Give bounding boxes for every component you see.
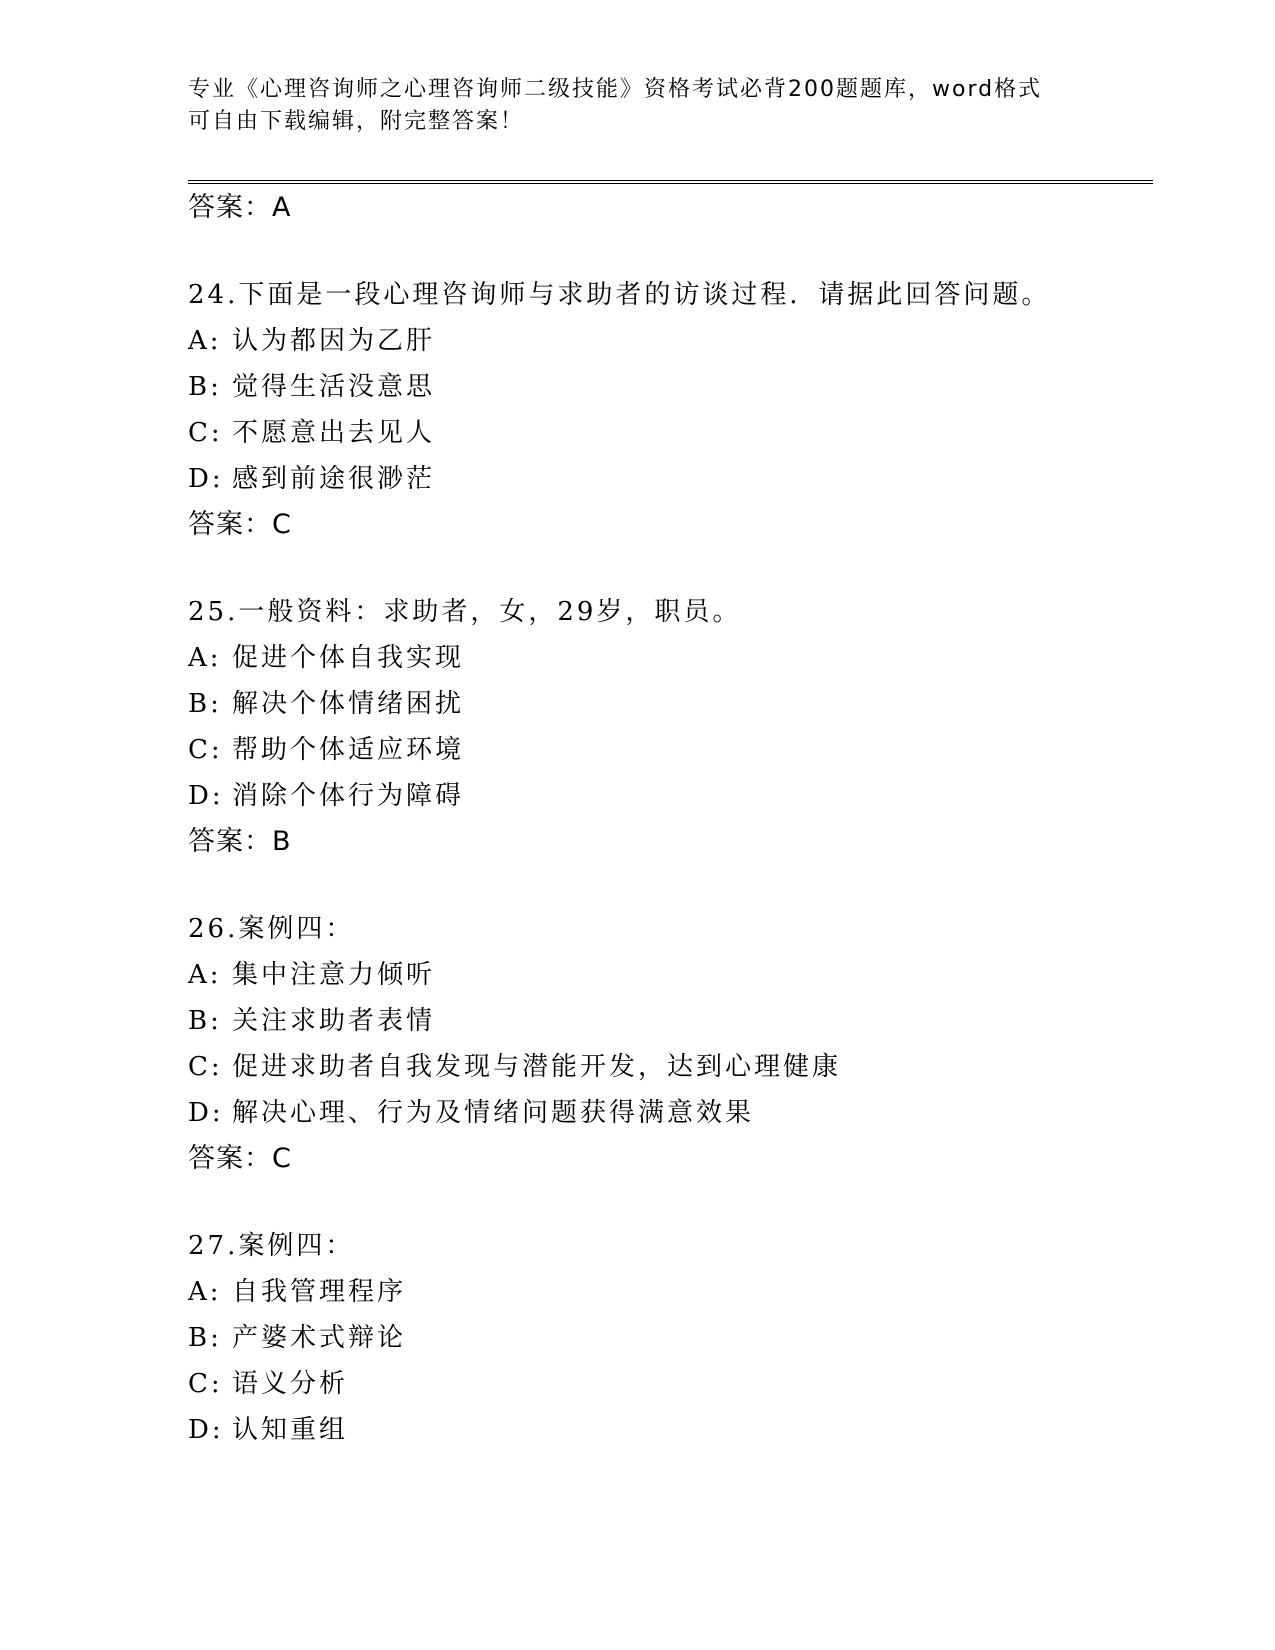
question-text: 26.案例四：: [188, 914, 355, 944]
option-letter: A:: [188, 643, 222, 673]
option-text: 产婆术式辩论: [232, 1323, 407, 1353]
header-title-line-2: 可自由下载编辑，附完整答案！: [188, 109, 525, 134]
option-text: 认为都因为乙肝: [232, 326, 436, 356]
question-27: [188, 1223, 406, 1453]
option-text: 认知重组: [232, 1415, 349, 1445]
question-25: [188, 589, 741, 865]
question-24: [188, 272, 1050, 548]
option-letter: A:: [188, 960, 222, 990]
option-letter: D:: [188, 1098, 224, 1128]
option-letter: D:: [188, 464, 224, 494]
answer-line: [188, 502, 1050, 548]
option-c: [188, 1361, 406, 1407]
option-text: 促进个体自我实现: [232, 643, 465, 673]
option-b: [188, 364, 1050, 410]
option-c: [188, 1044, 841, 1090]
option-letter: D:: [188, 781, 224, 811]
option-text: 解决心理、行为及情绪问题获得满意效果: [232, 1098, 755, 1128]
question-text: 25.一般资料：求助者，女，29岁，职员。: [188, 597, 742, 627]
option-text: 觉得生活没意思: [232, 372, 436, 402]
answer-line: [188, 819, 741, 865]
question-text: 24.下面是一段心理咨询师与求助者的访谈过程．请据此回答问题。: [188, 280, 1051, 310]
answer-value: B: [272, 826, 292, 857]
option-text: 关注求助者表情: [232, 1006, 436, 1036]
answer-label: 答案：: [188, 826, 272, 857]
option-d: [188, 1090, 841, 1136]
option-d: [188, 1407, 406, 1453]
option-letter: D:: [188, 1415, 224, 1445]
option-letter: B:: [188, 372, 222, 402]
option-letter: B:: [188, 689, 222, 719]
answer-line-23: [188, 185, 291, 231]
option-text: 集中注意力倾听: [232, 960, 436, 990]
option-text: 促进求助者自我发现与潜能开发，达到心理健康: [232, 1052, 842, 1082]
document-header: [188, 74, 1088, 138]
option-text: 语义分析: [232, 1369, 349, 1399]
answer-value: C: [272, 1143, 292, 1174]
option-letter: C:: [188, 735, 223, 765]
question-text: 27.案例四：: [188, 1231, 355, 1261]
answer-label: 答案：: [188, 509, 272, 540]
option-letter: A:: [188, 326, 222, 356]
option-a: [188, 318, 1050, 364]
option-letter: C:: [188, 1052, 223, 1082]
option-text: 消除个体行为障碍: [232, 781, 465, 811]
option-c: [188, 727, 741, 773]
option-text: 自我管理程序: [232, 1277, 407, 1307]
option-text: 不愿意出去见人: [232, 418, 436, 448]
option-letter: C:: [188, 418, 223, 448]
option-letter: C:: [188, 1369, 223, 1399]
option-text: 帮助个体适应环境: [232, 735, 465, 765]
answer-label: 答案：: [188, 1143, 272, 1174]
option-b: [188, 1315, 406, 1361]
option-letter: A:: [188, 1277, 222, 1307]
option-a: [188, 635, 741, 681]
option-text: 感到前途很渺茫: [232, 464, 436, 494]
option-c: [188, 410, 1050, 456]
answer-value: C: [272, 509, 292, 540]
option-d: [188, 773, 741, 819]
header-title-line-1: 专业《心理咨询师之心理咨询师二级技能》资格考试必背200题题库，word格式: [188, 77, 1043, 102]
answer-label: 答案：: [188, 192, 272, 223]
option-text: 解决个体情绪困扰: [232, 689, 465, 719]
question-26: [188, 906, 841, 1182]
option-letter: B:: [188, 1323, 222, 1353]
header-divider: [188, 180, 1153, 184]
option-a: [188, 1269, 406, 1315]
option-b: [188, 998, 841, 1044]
option-letter: B:: [188, 1006, 222, 1036]
answer-value: A: [272, 192, 292, 223]
answer-line: [188, 1136, 841, 1182]
option-d: [188, 456, 1050, 502]
option-b: [188, 681, 741, 727]
option-a: [188, 952, 841, 998]
